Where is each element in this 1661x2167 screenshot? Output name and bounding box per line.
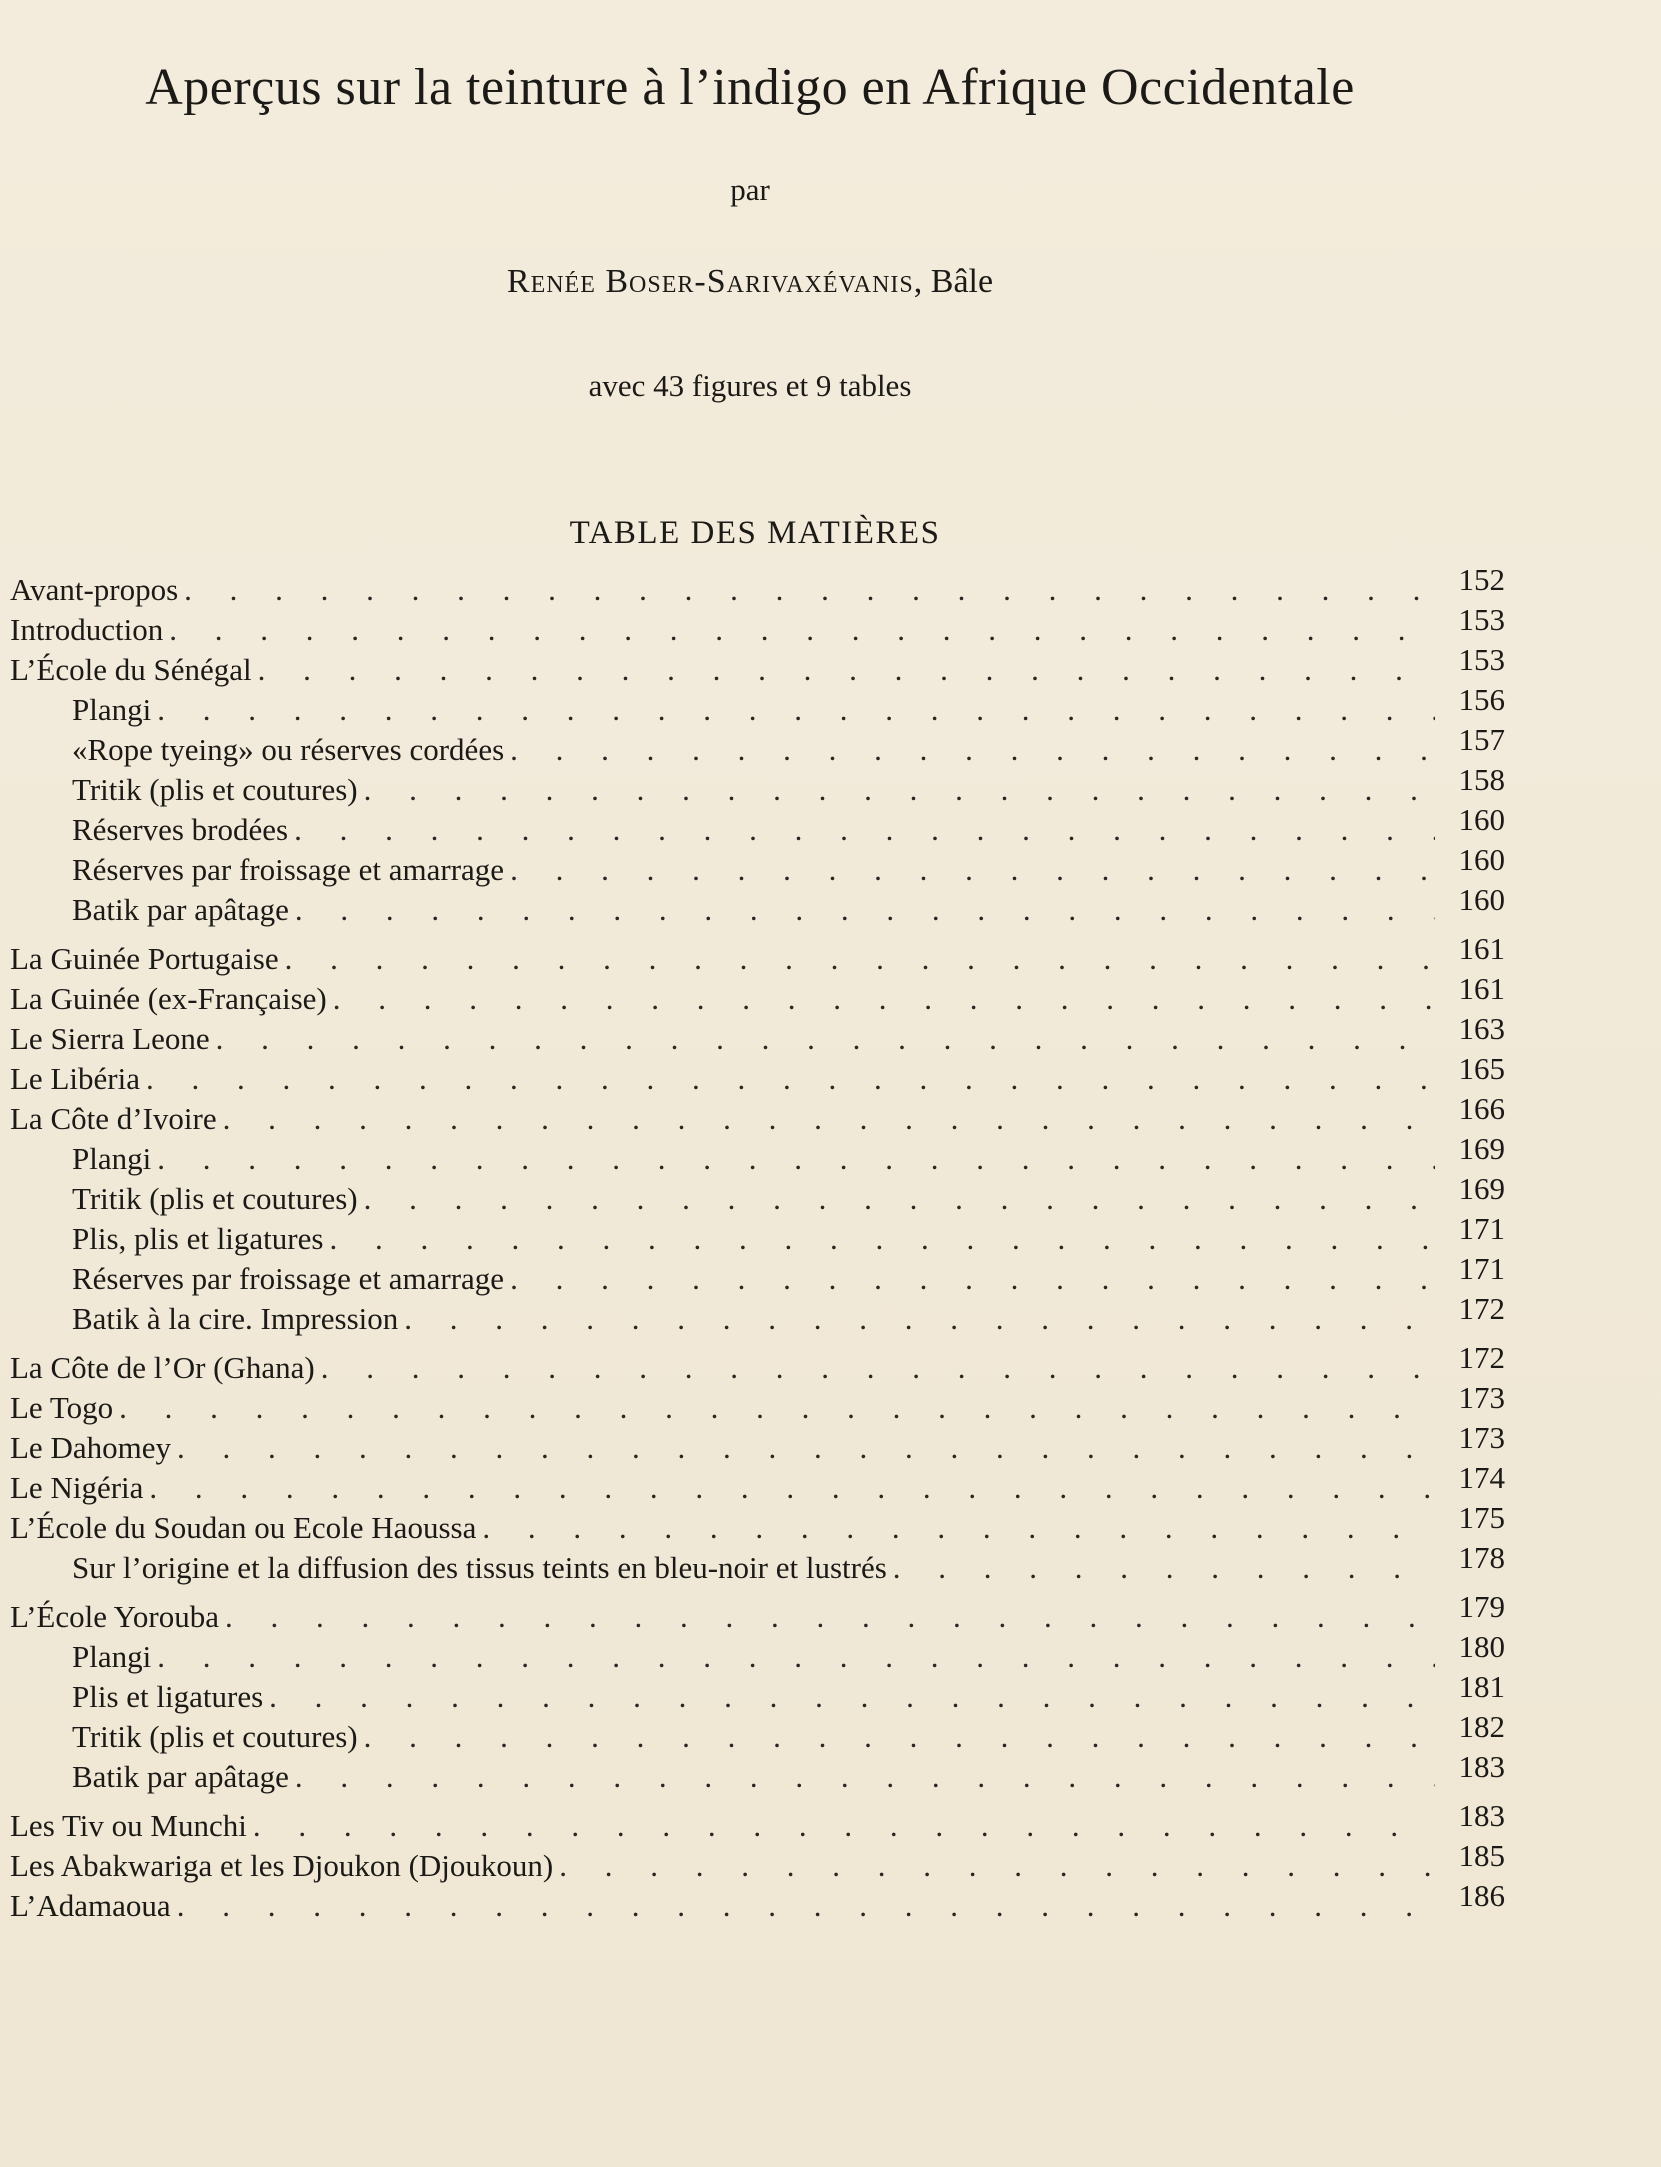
toc-entry <box>10 562 1505 610</box>
toc-entry-label: L’Adamaoua <box>10 1888 171 1923</box>
dot-leader <box>482 1508 1435 1548</box>
dot-leader <box>184 570 1435 610</box>
toc-entry <box>10 762 1505 810</box>
toc-entry-label: Le Togo <box>10 1390 114 1425</box>
toc-entry <box>10 1589 1505 1637</box>
toc-entry-label: Plangi <box>72 692 152 727</box>
toc-entry-label: Tritik (plis et coutures) <box>72 772 358 807</box>
toc-entry <box>10 1211 1505 1259</box>
toc-entry <box>10 1011 1505 1059</box>
dot-leader <box>253 1806 1435 1846</box>
toc-entry-label: «Rope tyeing» ou réserves cordées <box>72 732 505 767</box>
toc-entry-label: La Côte de l’Or (Ghana) <box>10 1350 315 1385</box>
dot-leader <box>295 890 1435 930</box>
dot-leader <box>510 850 1435 890</box>
dot-leader <box>177 1428 1435 1468</box>
toc-entry-page: 161 <box>1458 931 1505 966</box>
toc-entry-label: Batik par apâtage <box>72 1759 289 1794</box>
dot-leader <box>321 1348 1435 1388</box>
dot-leader <box>216 1019 1435 1059</box>
toc-entry-label: L’École Yorouba <box>10 1599 219 1634</box>
toc-entry-label: Tritik (plis et coutures) <box>72 1181 358 1216</box>
dot-leader <box>169 610 1435 650</box>
toc-entry <box>10 1460 1505 1508</box>
toc-entry <box>10 931 1505 979</box>
toc-entry-label: Réserves brodées <box>72 812 289 847</box>
toc-entry-page: 182 <box>1458 1709 1505 1744</box>
toc-entry-page: 171 <box>1458 1211 1505 1246</box>
toc-entry <box>10 1540 1505 1588</box>
toc-entry-label: Plis et ligatures <box>72 1679 264 1714</box>
toc-entry-label: Le Dahomey <box>10 1430 171 1465</box>
toc-entry-page: 160 <box>1458 842 1505 877</box>
toc-entry-label: La Guinée (ex-Française) <box>10 981 327 1016</box>
toc-entry-page: 158 <box>1458 762 1505 797</box>
dot-leader <box>177 1886 1435 1926</box>
toc-entry-label: Le Libéria <box>10 1061 140 1096</box>
toc-entry-page: 161 <box>1458 971 1505 1006</box>
toc-entry <box>10 882 1505 930</box>
dot-leader <box>329 1219 1435 1259</box>
dot-leader <box>404 1299 1435 1339</box>
author-name: Renée Boser-Sarivaxévanis <box>506 263 914 300</box>
dot-leader <box>364 1717 1435 1757</box>
toc-entry-page: 160 <box>1458 882 1505 917</box>
toc-entry <box>10 971 1505 1019</box>
toc-heading: TABLE DES MATIÈRES <box>569 515 941 551</box>
toc-entry-page: 174 <box>1458 1460 1505 1495</box>
dot-leader <box>285 939 1435 979</box>
toc-entry <box>10 1251 1505 1299</box>
author-line <box>0 263 1500 301</box>
toc-entry-label: Plis, plis et ligatures <box>72 1221 324 1256</box>
dot-leader <box>295 1757 1435 1797</box>
dot-leader <box>510 1259 1435 1299</box>
toc-entry-page: 157 <box>1458 722 1505 757</box>
toc-entry <box>10 1420 1505 1468</box>
toc-entry-page: 173 <box>1458 1420 1505 1455</box>
toc-entry-page: 166 <box>1458 1091 1505 1126</box>
dot-leader <box>269 1677 1435 1717</box>
toc-entry <box>10 842 1505 890</box>
toc-entry-page: 172 <box>1458 1340 1505 1375</box>
toc-entry <box>10 802 1505 850</box>
toc-entry <box>10 1838 1505 1886</box>
toc-entry <box>10 1091 1505 1139</box>
toc-entry-page: 171 <box>1458 1251 1505 1286</box>
toc-entry-page: 178 <box>1458 1540 1505 1575</box>
toc-entry-label: Avant-propos <box>10 572 179 607</box>
toc-entry <box>10 1798 1505 1846</box>
toc-entry-page: 183 <box>1458 1749 1505 1784</box>
toc-entry <box>10 682 1505 730</box>
toc-entry-label: Batik à la cire. Impression <box>72 1301 399 1336</box>
author-place: , Bâle <box>913 263 994 300</box>
dot-leader <box>333 979 1435 1019</box>
toc-entry-page: 160 <box>1458 802 1505 837</box>
toc-entry-page: 152 <box>1458 562 1505 597</box>
toc-entry-label: Les Tiv ou Munchi <box>10 1808 247 1843</box>
dot-leader <box>146 1059 1435 1099</box>
toc-entry <box>10 1669 1505 1717</box>
toc-entry-page: 185 <box>1458 1838 1505 1873</box>
toc-entry-label: L’École du Soudan ou Ecole Haoussa <box>10 1510 477 1545</box>
dot-leader <box>294 810 1435 850</box>
byline-par: par <box>730 172 770 207</box>
dot-leader <box>223 1099 1435 1139</box>
toc-entry-page: 153 <box>1458 602 1505 637</box>
toc-entry <box>10 1749 1505 1797</box>
toc-entry-page: 183 <box>1458 1798 1505 1833</box>
toc-entry <box>10 1380 1505 1428</box>
dot-leader <box>225 1597 1435 1637</box>
toc-entry-label: La Guinée Portugaise <box>10 941 279 976</box>
toc-entry-page: 181 <box>1458 1669 1505 1704</box>
dot-leader <box>510 730 1435 770</box>
toc-entry-page: 175 <box>1458 1500 1505 1535</box>
toc-entry <box>10 642 1505 690</box>
toc-entry-label: L’École du Sénégal <box>10 652 252 687</box>
toc-entry <box>10 1291 1505 1339</box>
dot-leader <box>157 690 1435 730</box>
toc-entry-page: 173 <box>1458 1380 1505 1415</box>
toc-entry-page: 172 <box>1458 1291 1505 1326</box>
toc-entry <box>10 1878 1505 1926</box>
toc-entry-label: Batik par apâtage <box>72 892 289 927</box>
toc-entry-label: Réserves par froissage et amarrage <box>72 1261 505 1296</box>
toc-entry-label: Plangi <box>72 1639 152 1674</box>
dot-leader <box>893 1548 1435 1588</box>
toc-entry-label: Tritik (plis et coutures) <box>72 1719 358 1754</box>
figures-note: avec 43 figures et 9 tables <box>588 368 912 403</box>
table-of-contents <box>10 562 1505 1926</box>
toc-entry <box>10 722 1505 770</box>
dot-leader <box>559 1846 1435 1886</box>
toc-entry <box>10 1340 1505 1388</box>
toc-entry-label: Sur l’origine et la diffusion des tissus teints en bleu-noir et lustrés <box>72 1550 887 1585</box>
toc-entry-label: Plangi <box>72 1141 152 1176</box>
toc-entry-page: 156 <box>1458 682 1505 717</box>
dot-leader <box>119 1388 1435 1428</box>
toc-entry-page: 153 <box>1458 642 1505 677</box>
dot-leader <box>157 1139 1435 1179</box>
toc-entry-page: 180 <box>1458 1629 1505 1664</box>
dot-leader <box>364 1179 1435 1219</box>
toc-entry-label: Les Abakwariga et les Djoukon (Djoukoun) <box>10 1848 554 1883</box>
toc-entry <box>10 1131 1505 1179</box>
dot-leader <box>258 650 1435 690</box>
article-title: Aperçus sur la teinture à l’indigo en Afrique Occidentale <box>145 59 1355 116</box>
toc-entry <box>10 602 1505 650</box>
toc-entry-page: 169 <box>1458 1171 1505 1206</box>
toc-entry-label: La Côte d’Ivoire <box>10 1101 217 1136</box>
dot-leader <box>149 1468 1435 1508</box>
toc-entry-label: Introduction <box>10 612 164 647</box>
toc-entry-page: 169 <box>1458 1131 1505 1166</box>
toc-entry-page: 186 <box>1458 1878 1505 1913</box>
toc-entry-page: 163 <box>1458 1011 1505 1046</box>
toc-entry <box>10 1629 1505 1677</box>
toc-entry <box>10 1500 1505 1548</box>
toc-entry <box>10 1709 1505 1757</box>
toc-entry-label: Le Sierra Leone <box>10 1021 210 1056</box>
dot-leader <box>157 1637 1435 1677</box>
toc-entry-label: Réserves par froissage et amarrage <box>72 852 505 887</box>
dot-leader <box>364 770 1435 810</box>
toc-entry <box>10 1171 1505 1219</box>
toc-entry <box>10 1051 1505 1099</box>
toc-entry-page: 179 <box>1458 1589 1505 1624</box>
toc-entry-page: 165 <box>1458 1051 1505 1086</box>
toc-entry-label: Le Nigéria <box>10 1470 144 1505</box>
